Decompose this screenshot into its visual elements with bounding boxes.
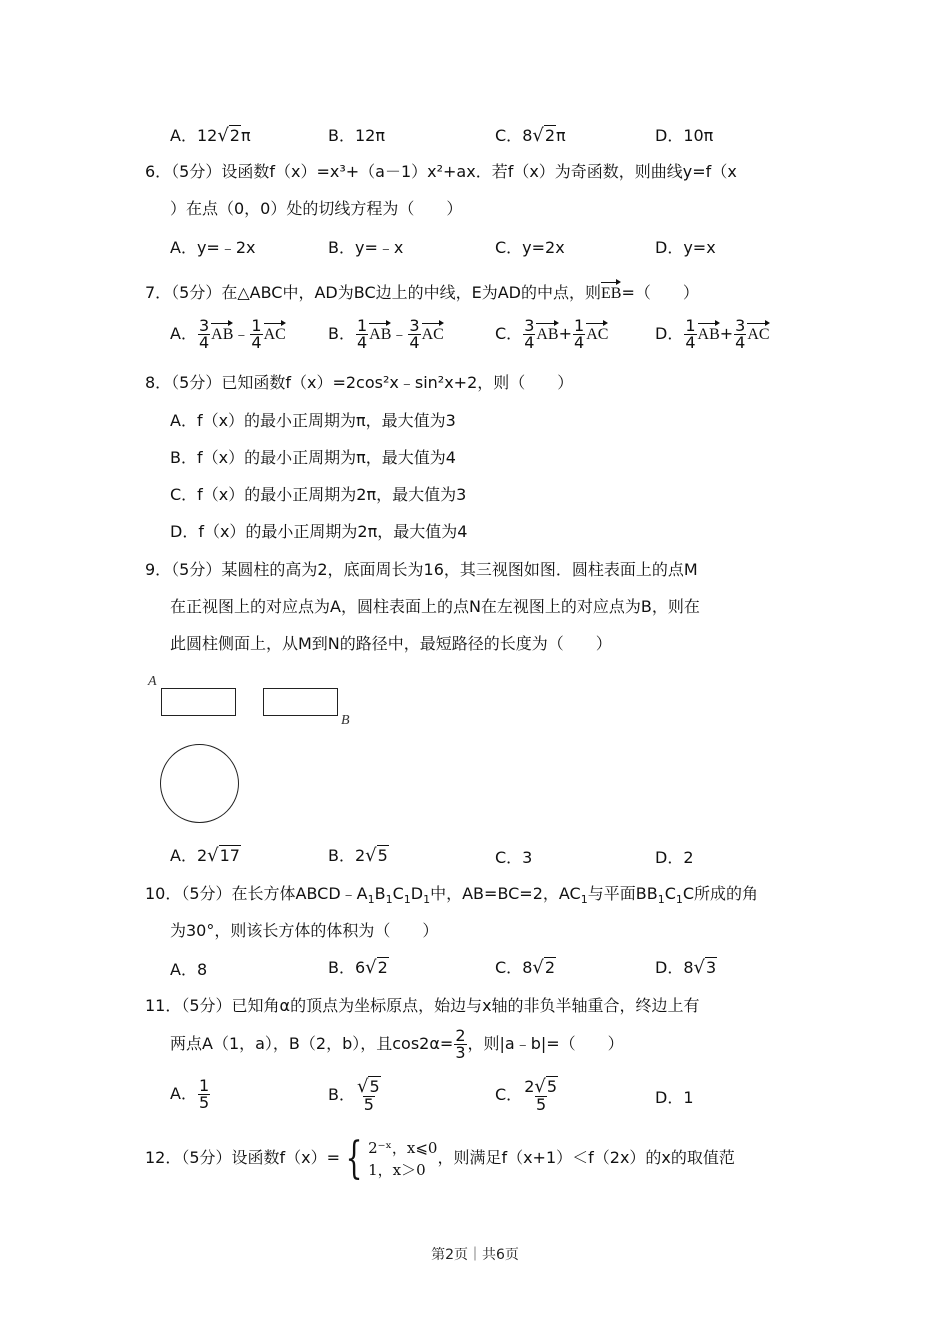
q9-stem-line2: 在正视图上的对应点为A，圆柱表面上的点N在左视图上的对应点为B，则在 <box>170 597 700 616</box>
q8-stem: 8．（5分）已知函数f（x）=2cos²x﹣sin²x+2，则（ ） <box>145 373 574 392</box>
q9-option-b: B．2√5 <box>328 845 388 866</box>
q10-option-c: C．8√2 <box>495 957 556 978</box>
q12-stem: 12．（5分）设函数f（x）= { 2⁻ˣ，x⩽0 1，x＞0 ，则满足f（x+1）＜f（2x）的x的取值范 <box>145 1132 735 1184</box>
sqrt-symbol: √3 <box>693 957 717 978</box>
q7-option-d: D． $\frac{1}{4}$ AB+ $\frac{3}{4}$ AC <box>655 316 770 352</box>
q10-stem-line2: 为30°，则该长方体的体积为（ ） <box>170 921 439 940</box>
sqrt-symbol: √2 <box>217 125 240 146</box>
q9-stem-line1: 9．（5分）某圆柱的高为2，底面周长为16，其三视图如图．圆柱表面上的点M <box>145 560 698 579</box>
q5-option-a: A．12√2π <box>170 125 251 146</box>
q11-option-d: D．1 <box>655 1088 694 1107</box>
sqrt-symbol: √2 <box>365 957 388 978</box>
q6-stem-line1: 6．（5分）设函数f（x）=x³+（a－1）x²+ax．若f（x）为奇函数，则曲线y=f（x <box>145 162 737 181</box>
q8-option-b: B．f（x）的最小正周期为π，最大值为4 <box>170 448 456 467</box>
q8-option-a: A．f（x）的最小正周期为π，最大值为3 <box>170 411 456 430</box>
sqrt-symbol: √17 <box>207 845 240 866</box>
vector-eb: EB <box>601 280 621 304</box>
q10-stem-line1: 10．（5分）在长方体$ABCD﹣A_1B_1C_1D_1$中，AB=BC=2，$AC_1$与平面$BB_1C_1C$所成的角 <box>145 884 759 907</box>
q10-option-a: A．8 <box>170 960 208 979</box>
sqrt-symbol: √5 <box>365 845 388 866</box>
side-view-rectangle <box>263 688 338 716</box>
q8-option-c: C．f（x）的最小正周期为2π，最大值为3 <box>170 485 467 504</box>
q6-option-c: C．y=2x <box>495 238 565 257</box>
q6-option-d: D．y=x <box>655 238 716 257</box>
piecewise-cases: 2⁻ˣ，x⩽0 1，x＞0 <box>368 1138 438 1179</box>
q9-option-a: A．2√17 <box>170 845 240 866</box>
q7-option-c: C． $\frac{3}{4}$ AB+ $\frac{1}{4}$ AC <box>495 316 609 352</box>
q11-stem-line2: 两点A（1，a），B（2，b），且cos2α= $\frac{2}{3}$ ，则|a﹣b|=（ ） <box>170 1026 624 1062</box>
top-view-circle <box>160 744 239 823</box>
q7-stem: 7．（5分）在△ABC中，AD为BC边上的中线，E为AD的中点，则EB=（ ） <box>145 280 699 304</box>
sqrt-symbol: √2 <box>532 125 556 146</box>
q6-stem-line2: ）在点（0，0）处的切线方程为（ ） <box>170 199 463 218</box>
q5-option-c: C．8√2π <box>495 125 566 146</box>
q6-option-b: B．y=﹣x <box>328 238 404 257</box>
q10-option-d: D．8√3 <box>655 957 717 978</box>
q10-option-b: B．6√2 <box>328 957 388 978</box>
q11-stem-line1: 11．（5分）已知角α的顶点为坐标原点，始边与x轴的非负半轴重合，终边上有 <box>145 996 700 1015</box>
q7-option-b: B． $\frac{1}{4}$ AB﹣ $\frac{3}{4}$ AC <box>328 316 444 352</box>
q11-option-c: C． $\frac{2√5}{5}$ <box>495 1076 558 1114</box>
q9-stem-line3: 此圆柱侧面上，从M到N的路径中，最短路径的长度为（ ） <box>170 634 612 653</box>
q8-option-d: D．f（x）的最小正周期为2π，最大值为4 <box>170 522 468 541</box>
q9-option-c: C．3 <box>495 848 533 867</box>
sqrt-symbol: √2 <box>532 957 556 978</box>
q6-option-a: A．y=﹣2x <box>170 238 256 257</box>
q11-option-b: B． $\frac{√5}{5}$ <box>328 1076 380 1114</box>
piecewise-brace: { <box>345 1132 363 1184</box>
figure-label-b: B <box>341 713 350 728</box>
q11-option-a: A． $\frac{1}{5}$ <box>170 1076 210 1112</box>
q5-option-b: B．12π <box>328 126 385 145</box>
sqrt-symbol: √5 <box>356 1076 380 1097</box>
page-footer: 第2页｜共6页 <box>431 1247 519 1263</box>
q7-option-a: A． $\frac{3}{4}$ AB﹣ $\frac{1}{4}$ AC <box>170 316 286 352</box>
front-view-rectangle <box>161 688 236 716</box>
sqrt-symbol: √5 <box>534 1076 558 1097</box>
figure-label-a: A <box>148 674 157 689</box>
q5-option-d: D．10π <box>655 126 714 145</box>
q9-option-d: D．2 <box>655 848 694 867</box>
